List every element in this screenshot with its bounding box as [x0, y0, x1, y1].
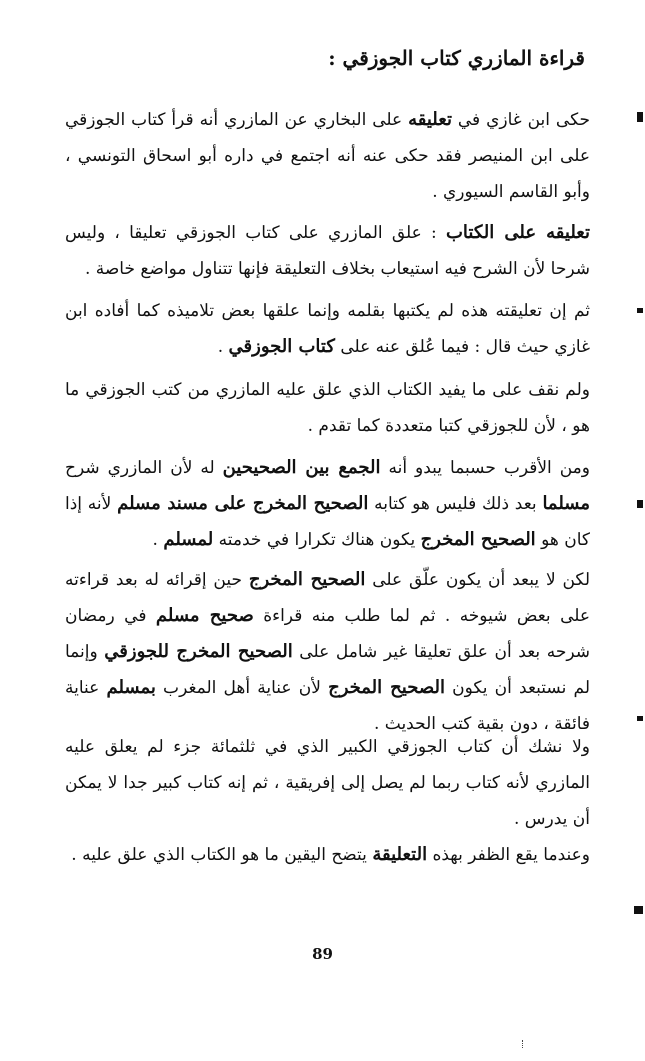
bold-term: مسلما — [542, 493, 590, 514]
text-run: ولم نقف على ما يفيد الكتاب الذي علق عليه المازري من كتب الجوزقي ما هو ، لأن للجوزقي كتبا متعددة كما تقدم . — [65, 380, 590, 436]
text-run: حكى ابن غازي في — [451, 110, 590, 130]
bold-term: صحيح مسلم — [155, 605, 254, 626]
text-run: بعد ذلك فليس هو كتابه — [368, 494, 543, 514]
bold-term: لمسلم — [163, 529, 214, 550]
bold-term: الصحيح المخرج — [420, 529, 536, 550]
bold-term: تعليقه على الكتاب — [445, 222, 590, 243]
text-run: : علق المازري على كتاب الجوزقي تعليقا ، وليس شرحا لأن الشرح فيه استيعاب بخلاف التعليقة فإنها تتناول مواضع خاصة . — [65, 223, 590, 279]
scan-margin-mark — [637, 308, 643, 313]
bold-term: الصحيح المخرج على مسند مسلم — [117, 493, 369, 514]
bold-term: الصحيح المخرج — [248, 569, 366, 590]
paragraph-3 — [65, 293, 590, 365]
section-heading: قراءة المازري كتاب الجوزقي : — [328, 46, 585, 70]
scan-margin-mark — [637, 716, 643, 721]
text-run: ومن الأقرب حسبما يبدو أنه — [380, 458, 590, 478]
paragraph-4 — [65, 372, 590, 444]
text-run: حين إقرائه له بعد قراءته على بعض شيوخه . ثم لما طلب منه قراءة — [65, 570, 591, 626]
scan-margin-mark — [634, 906, 643, 914]
text-run: . — [217, 337, 229, 357]
text-run: لأن عناية أهل المغرب — [155, 678, 329, 698]
text-run: عناية فائقة ، دون بقية كتب الحديث . — [65, 678, 590, 734]
paragraph-5 — [65, 450, 590, 558]
scan-margin-mark — [637, 500, 643, 508]
scan-margin-mark — [637, 112, 643, 122]
text-run: وعندما يقع الظفر بهذه — [427, 845, 590, 865]
scan-dot-mark — [522, 1040, 525, 1048]
bold-term: الجمع بين الصحيحين — [222, 457, 381, 478]
paragraph-2 — [65, 215, 590, 287]
text-run: له لأن المازري شرح — [65, 458, 223, 478]
bold-term: الصحيح المخرج — [328, 677, 445, 698]
bold-term: الصحيح المخرج للجوزقي — [104, 641, 293, 662]
bold-term: كتاب الجوزقي — [228, 336, 335, 357]
paragraph-6 — [65, 562, 590, 742]
paragraph-7 — [65, 729, 590, 837]
text-run: في رمضان شرحه بعد أن علق تعليقا غير شامل على — [65, 606, 590, 662]
text-run: ولا نشك أن كتاب الجوزقي الكبير الذي في ثلثمائة جزء لم يعلق عليه المازري لأنه كتاب ربما لم يصل إلى إفريقية ، ثم إنه كتاب كبير جدا لا يمكن أن يدرس . — [65, 737, 590, 829]
bold-term: التعليقة — [372, 844, 428, 865]
text-run: وإنما لم نستبعد أن يكون — [65, 642, 590, 698]
page-number: 89 — [312, 945, 333, 963]
text-run: ثم إن تعليقته هذه لم يكتبها بقلمه وإنما علقها بعض تلاميذه كما أفاده ابن غازي حيث قال : فيما عُلق عنه على — [65, 301, 590, 357]
text-run: على البخاري عن المازري أنه قرأ كتاب الجوزقي على ابن المنيصر فقد حكى عنه أنه اجتمع في داره أبو اسحاق التونسي ، وأبو القاسم السيوري . — [65, 110, 590, 202]
text-run: لكن لا يبعد أن يكون علّق على — [365, 570, 590, 590]
paragraph-8 — [65, 837, 590, 873]
paragraph-1 — [65, 102, 590, 210]
text-run: لأنه إذا كان هو — [65, 494, 590, 550]
bold-term: تعليقه — [408, 109, 452, 130]
text-run: يكون هناك تكرارا في خدمته — [213, 530, 421, 550]
bold-term: بمسلم — [106, 677, 156, 698]
text-run: . — [152, 530, 164, 550]
text-run: يتضح اليقين ما هو الكتاب الذي علق عليه . — [71, 845, 373, 865]
